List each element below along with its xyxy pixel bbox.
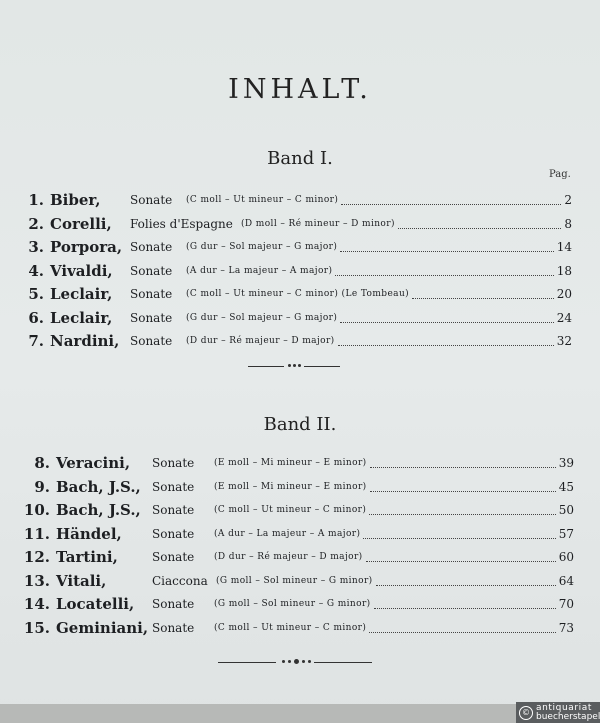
- key-signature: (A dur – La majeur – A major): [214, 528, 361, 539]
- composer-name: Geminiani,: [56, 618, 149, 637]
- stamp-logo-icon: ©: [519, 706, 533, 720]
- dot-leader: [398, 228, 561, 229]
- page-number: 45: [558, 479, 574, 494]
- page-number: 73: [558, 620, 574, 635]
- entry-number: 3.: [28, 238, 44, 256]
- band-2-title: Band II.: [263, 414, 337, 435]
- page-number: 57: [558, 526, 574, 541]
- key-signature: (G moll – Sol mineur – G minor): [214, 599, 371, 609]
- key-signature: (C moll – Ut mineur – C minor): [214, 622, 367, 633]
- key-signature: (A dur – La majeur – A major): [186, 265, 333, 276]
- page-number: 20: [556, 287, 572, 301]
- work-title: Ciaccona: [152, 573, 208, 588]
- dot-leader: [363, 538, 556, 539]
- key-signature: (E moll – Mi mineur – E minor): [214, 481, 367, 492]
- work-title: Sonate: [152, 526, 195, 541]
- toc-entry: [0, 237, 600, 257]
- entry-number: 9.: [34, 477, 50, 496]
- dot-leader: [335, 275, 554, 276]
- toc-entry: [0, 190, 600, 210]
- stamp-line1: antiquariat: [536, 703, 593, 713]
- table-edge: [0, 704, 600, 723]
- page-number: 18: [556, 263, 572, 278]
- toc-entry: [0, 261, 600, 281]
- entry-number: 4.: [28, 261, 44, 280]
- composer-name: Tartini,: [56, 548, 118, 566]
- work-title: Sonate: [130, 240, 173, 254]
- key-signature: (G dur – Sol majeur – G major): [186, 312, 338, 323]
- composer-name: Porpora,: [50, 238, 123, 256]
- dot-leader: [370, 491, 556, 492]
- antiquariat-stamp: [516, 702, 600, 723]
- dot-leader: [376, 585, 556, 586]
- entry-number: 13.: [23, 571, 50, 590]
- work-title: Sonate: [130, 263, 173, 278]
- dot-leader: [366, 561, 556, 562]
- page-number: 70: [558, 597, 574, 611]
- pag-label: Pag.: [549, 169, 571, 180]
- end-ornament: [218, 657, 372, 667]
- work-title: Sonate: [152, 597, 195, 611]
- divider-ornament: [248, 361, 340, 371]
- key-signature: (E moll – Mi mineur – E minor): [214, 458, 367, 468]
- page-number: 50: [558, 503, 574, 517]
- page-number: 32: [556, 334, 572, 348]
- dot-leader: [341, 204, 561, 205]
- page-number: 14: [556, 240, 572, 254]
- toc-entry: [0, 284, 600, 304]
- composer-name: Veracini,: [56, 454, 131, 472]
- composer-name: Locatelli,: [56, 595, 135, 613]
- toc-entry: [0, 618, 600, 638]
- composer-name: Bach, J.S.,: [56, 477, 141, 496]
- toc-entry: [0, 524, 600, 544]
- band-1-title: Band I.: [267, 148, 333, 169]
- page-number: 60: [558, 550, 574, 564]
- key-signature: (D moll – Ré mineur – D minor): [241, 218, 395, 229]
- composer-name: Corelli,: [50, 214, 112, 233]
- dot-leader: [340, 251, 554, 252]
- composer-name: Bach, J.S.,: [56, 501, 141, 519]
- entry-number: 8.: [34, 454, 50, 472]
- page-title: INHALT.: [228, 74, 372, 105]
- page-number: 64: [558, 573, 574, 588]
- work-title: Sonate: [152, 456, 195, 470]
- composer-name: Nardini,: [50, 332, 120, 350]
- entry-number: 12.: [23, 548, 50, 566]
- dot-leader: [370, 467, 556, 468]
- toc-entry: [0, 308, 600, 328]
- composer-name: Biber,: [50, 191, 101, 209]
- dot-leader: [374, 608, 556, 609]
- dot-leader: [340, 322, 554, 323]
- page-number: 24: [556, 310, 572, 325]
- toc-entry: [0, 547, 600, 567]
- page-number: 2: [564, 193, 572, 207]
- composer-name: Leclair,: [50, 285, 113, 303]
- composer-name: Vitali,: [56, 571, 107, 590]
- dot-leader: [369, 632, 556, 633]
- composer-name: Vivaldi,: [50, 261, 113, 280]
- work-title: Folies d'Espagne: [130, 216, 233, 231]
- page-number: 8: [564, 216, 572, 231]
- entry-number: 10.: [23, 501, 50, 519]
- entry-number: 1.: [28, 191, 44, 209]
- stamp-line2: buecherstapel: [536, 712, 600, 722]
- entry-number: 5.: [28, 285, 44, 303]
- toc-entry: [0, 214, 600, 234]
- dot-leader: [369, 514, 556, 515]
- toc-entry: [0, 571, 600, 591]
- dot-leader: [338, 345, 554, 346]
- work-title: Sonate: [130, 334, 173, 348]
- key-signature: (D dur – Ré majeur – D major): [214, 552, 363, 562]
- composer-name: Händel,: [56, 524, 122, 543]
- toc-entry: [0, 453, 600, 473]
- work-title: Sonate: [130, 193, 173, 207]
- work-title: Sonate: [130, 310, 173, 325]
- work-title: Sonate: [130, 287, 173, 301]
- composer-name: Leclair,: [50, 308, 113, 327]
- toc-entry: [0, 594, 600, 614]
- entry-number: 6.: [28, 308, 44, 327]
- work-title: Sonate: [152, 479, 195, 494]
- toc-entry: [0, 331, 600, 351]
- entry-number: 7.: [28, 332, 44, 350]
- key-signature: (G dur – Sol majeur – G major): [186, 242, 338, 252]
- key-signature: (D dur – Ré majeur – D major): [186, 336, 335, 346]
- key-signature: (G moll – Sol mineur – G minor): [216, 575, 373, 586]
- key-signature: (C moll – Ut mineur – C minor): [214, 505, 367, 515]
- toc-entry: [0, 477, 600, 497]
- work-title: Sonate: [152, 503, 195, 517]
- dot-leader: [412, 298, 554, 299]
- key-signature: (C moll – Ut mineur – C minor): [186, 195, 339, 205]
- entry-number: 15.: [23, 618, 50, 637]
- toc-entry: [0, 500, 600, 520]
- entry-number: 11.: [23, 524, 50, 543]
- entry-number: 2.: [28, 214, 44, 233]
- work-title: Sonate: [152, 550, 195, 564]
- work-title: Sonate: [152, 620, 195, 635]
- entry-number: 14.: [23, 595, 50, 613]
- key-signature: (C moll – Ut mineur – C minor) (Le Tombeau): [186, 289, 410, 299]
- page-number: 39: [558, 456, 574, 470]
